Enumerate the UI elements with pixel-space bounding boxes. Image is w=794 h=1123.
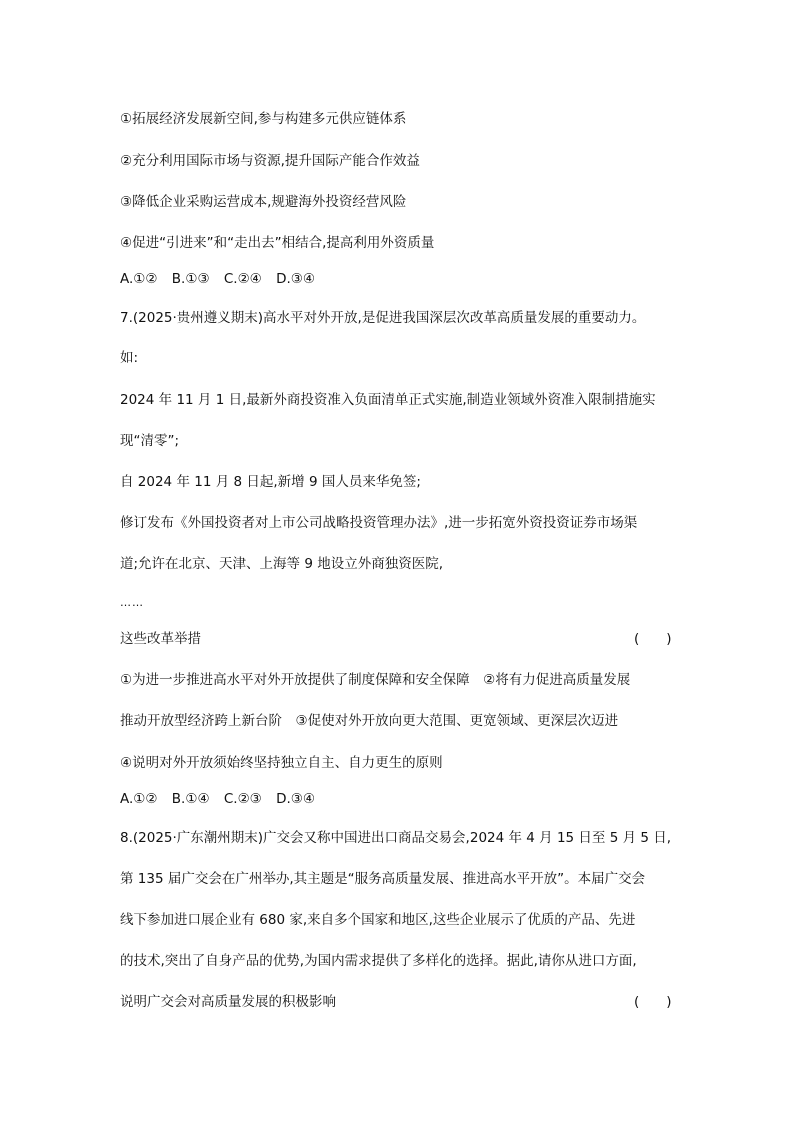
q7-option-a: A.①②: [120, 791, 158, 807]
q7-statements-line-3: ④说明对外开放须始终坚持独立自主、自力更生的原则: [120, 755, 443, 771]
q6-option-d: D.③④: [276, 271, 315, 287]
q7-statements-line-2: 推动开放型经济跨上新台阶 ③促使对外开放向更大范围、更宽领域、更深层次迈进: [120, 713, 619, 729]
q7-material-3b: 道;允许在北京、天津、上海等 9 地设立外商独资医院,: [120, 556, 444, 572]
q7-stem-line-2: 如:: [120, 350, 139, 366]
q6-statement-4: ④促进“引进来”和“走出去”相结合,提高利用外资质量: [120, 235, 435, 251]
q8-stem-line-4: 的技术,突出了自身产品的优势,为国内需求提供了多样化的选择。据此,请你从进口方面,: [120, 953, 637, 969]
q6-statement-3: ③降低企业采购运营成本,规避海外投资经营风险: [120, 194, 407, 210]
q7-ellipsis: ……: [120, 596, 144, 609]
q7-option-d: D.③④: [276, 791, 315, 807]
q6-option-a: A.①②: [120, 271, 158, 287]
q6-options: [120, 270, 325, 288]
q7-material-1b: 现“清零”;: [120, 433, 180, 449]
q6-option-c: C.②④: [223, 271, 262, 287]
q8-stem-line-5: 说明广交会对高质量发展的积极影响: [120, 994, 336, 1010]
q7-options: [120, 790, 325, 808]
q7-material-3a: 修订发布《外国投资者对上市公司战略投资管理办法》,进一步拓宽外资投资证券市场渠: [120, 515, 638, 531]
q7-option-c: C.②③: [223, 791, 262, 807]
q7-question: 这些改革举措: [120, 631, 201, 647]
q8-answer-bracket: ( ): [634, 994, 672, 1010]
q6-statement-2: ②充分利用国际市场与资源,提升国际产能合作效益: [120, 153, 420, 169]
q8-stem-line-3: 线下参加进口展企业有 680 家,来自多个国家和地区,这些企业展示了优质的产品、先进: [120, 912, 636, 928]
q6-statement-1: ①拓展经济发展新空间,参与构建多元供应链体系: [120, 111, 407, 127]
q8-stem-line-1: 8.(2025·广东潮州期末)广交会又称中国进出口商品交易会,2024 年 4 月 15 日至 5 月 5 日,: [120, 830, 672, 846]
q7-option-b: B.①④: [171, 791, 210, 807]
q7-material-1a: 2024 年 11 月 1 日,最新外商投资准入负面清单正式实施,制造业领域外资准入限制措施实: [120, 392, 656, 408]
q7-material-2: 自 2024 年 11 月 8 日起,新增 9 国人员来华免签;: [120, 474, 421, 490]
q7-statements-line-1: ①为进一步推进高水平对外开放提供了制度保障和安全保障 ②将有力促进高质量发展: [120, 672, 631, 688]
q7-answer-bracket: ( ): [634, 631, 672, 647]
q7-stem-line-1: 7.(2025·贵州遵义期末)高水平对外开放,是促进我国深层次改革高质量发展的重要动力。: [120, 310, 646, 326]
q8-stem-line-2: 第 135 届广交会在广州举办,其主题是“服务高质量发展、推进高水平开放”。本届广交会: [120, 871, 646, 887]
q6-option-b: B.①③: [171, 271, 210, 287]
